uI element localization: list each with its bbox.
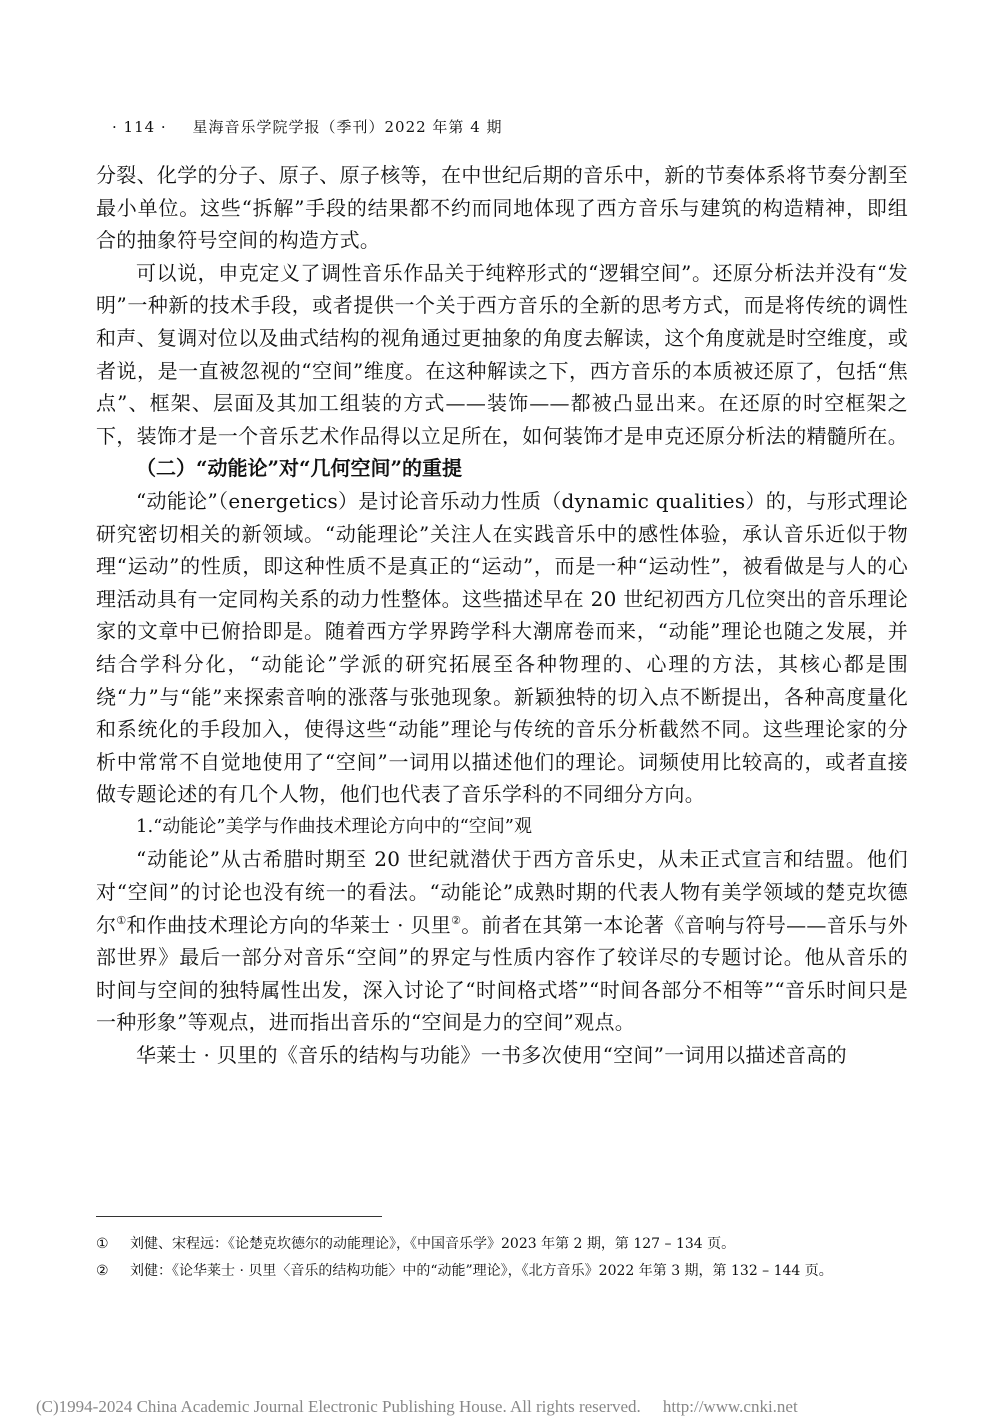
subsection-heading: 1.“动能论”美学与作曲技术理论方向中的“空间”观 xyxy=(136,815,532,837)
paragraph-5: 华莱士 · 贝里的《音乐的结构与功能》一书多次使用“空间”一词用以描述音高的 xyxy=(136,1043,847,1068)
paragraph-3: “动能论”（energetics）是讨论音乐动力性质（dynamic qualities）的，与形式理论研究密切相关的新领域。“动能理论”关注人在实践音乐中的感性体验，承认音乐近似于物理“运动”的性质，即这种性质不是真正的“运动”，而是一种“运动性”，被看做是与人的心理活动具有一定同构关系的动力性整体。这些描述早在 20 世纪初西方几位突出的音乐理论家的文章中已俯拾即是。随着西方学界跨学科大潮席卷而来，“动能”理论也随之发展，并结合学科分化，“动能论”学派的研究拓展至各种物理的、心理的方法，其核心都是围绕“力”与“能”来探索音响的涨落与张弛现象。新颖独特的切入点不断提出，各种高度量化和系统化的手段加入，使得这些“动能”理论与传统的音乐分析截然不同。这些理论家的分析中常常不自觉地使用了“空间”一词用以描述他们的理论。词频使用比较高的，或者直接做专题论述的有几个人物，他们也代表了音乐学科的不同细分方向。 xyxy=(96,488,908,807)
paragraph-2: 可以说，申克定义了调性音乐作品关于纯粹形式的“逻辑空间”。还原分析法并没有“发明”一种新的技术手段，或者提供一个关于西方音乐的全新的思考方式，而是将传统的调性和声、复调对位以及曲式结构的视角通过更抽象的角度去解读，这个角度就是时空维度，或者说，是一直被忽视的“空间”维度。在这种解读之下，西方音乐的本质被还原了，包括“焦点”、框架、层面及其加工组装的方式——装饰——都被凸显出来。在还原的时空框架之下，装饰才是一个音乐艺术作品得以立足所在，如何装饰才是申克还原分析法的精髓所在。 xyxy=(96,260,908,448)
copyright-text: (C)1994-2024 China Academic Journal Electronic Publishing House. All rights reserved. xyxy=(36,1397,641,1416)
paragraph-1: 分裂、化学的分子、原子、原子核等，在中世纪后期的音乐中，新的节奏体系将节奏分割至最小单位。这些“拆解”手段的结果都不约而同地体现了西方音乐与建筑的构造精神，即组合的抽象符号空间的构造方式。 xyxy=(96,163,908,253)
footnote-2 xyxy=(96,1258,908,1285)
paragraph-4-part-c: 。前者在其第一本论著《音响与符号——音乐与外部世界》最后一部分对音乐“空间”的界定与性质内容作了较详尽的专题讨论。他从音乐的时间与空间的独特属性出发，深入讨论了“时间格式塔”“时间各部分不相等”“音乐时间只是一种形象”等观点，进而指出音乐的“空间是力的空间”观点。 xyxy=(96,912,908,1035)
footnote-divider xyxy=(96,1216,382,1217)
footnote-mark: ② xyxy=(96,1263,109,1279)
footnote-1 xyxy=(96,1231,908,1258)
article-body xyxy=(96,159,908,1072)
paragraph-4-part-b: 和作曲技术理论方向的华莱士 · 贝里 xyxy=(126,912,452,937)
cnki-link[interactable]: http://www.cnki.net xyxy=(662,1397,798,1416)
footnote-ref-2[interactable]: ② xyxy=(451,913,462,927)
footnote-text: 刘健、宋程远：《论楚克坎德尔的动能理论》，《中国音乐学》2023 年第 2 期，第 127 – 134 页。 xyxy=(130,1236,736,1252)
copyright-notice xyxy=(36,1397,976,1417)
footnotes xyxy=(96,1231,908,1285)
footnote-text: 刘健：《论华莱士 · 贝里〈音乐的结构功能〉中的“动能”理论》，《北方音乐》2022 年第 3 期，第 132 – 144 页。 xyxy=(130,1263,833,1279)
journal-title: 星海音乐学院学报（季刊）2022 年第 4 期 xyxy=(192,118,503,136)
paragraph-4 xyxy=(96,843,908,1039)
section-heading: （二）“动能论”对“几何空间”的重提 xyxy=(136,456,463,481)
running-header xyxy=(112,117,912,137)
paragraph-4-part-a: “动能论”从古希腊时期至 20 世纪就潜伏于西方音乐史，从未正式宣言和结盟。他们对“空间”的讨论也没有统一的看法。“动能论”成熟时期的代表人物有美学领域的楚克坎德尔 xyxy=(96,847,908,937)
footnote-ref-1[interactable]: ① xyxy=(116,913,127,927)
page-number: · 114 · xyxy=(112,118,167,136)
footnote-mark: ① xyxy=(96,1236,109,1252)
